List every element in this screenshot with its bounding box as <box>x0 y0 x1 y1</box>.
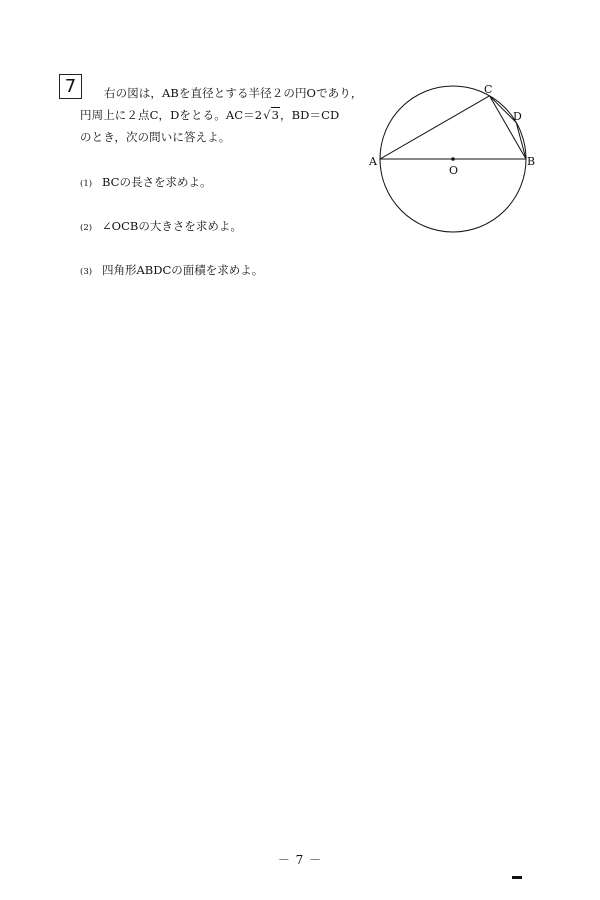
subquestion-2 <box>80 218 242 234</box>
subquestion-1-text: BCの長さを求めよ。 <box>102 175 212 189</box>
intro-line-2-a: 円周上に２点C，Dをとる。AC＝2 <box>80 108 263 122</box>
subquestion-1-number: (1) <box>80 179 93 189</box>
label-d: D <box>513 110 522 123</box>
label-o: O <box>449 164 459 177</box>
intro-line-2-b: ，BD＝CD <box>280 108 340 122</box>
subquestion-2-text: ∠OCBの大きさを求めよ。 <box>102 219 242 233</box>
sqrt-radicand: 3 <box>271 108 279 122</box>
intro-line-1: 右の図は，ABを直径とする半径２の円Oであり， <box>104 86 363 100</box>
geometry-figure <box>362 78 542 243</box>
label-a: A <box>369 155 377 168</box>
question-number: 7 <box>64 75 77 97</box>
question-intro <box>80 82 380 148</box>
question-number-box <box>59 74 82 99</box>
chord-ac <box>380 96 490 159</box>
intro-line-3: のとき，次の問いに答えよ。 <box>80 130 231 144</box>
label-b: B <box>527 155 536 168</box>
subquestion-3 <box>80 262 263 278</box>
chord-bc <box>490 96 527 159</box>
page-number: － 7 － <box>277 853 323 867</box>
subquestion-1 <box>80 174 211 190</box>
corner-mark <box>512 876 522 879</box>
subquestion-3-text: 四角形ABDCの面積を求めよ。 <box>102 263 264 277</box>
center-point-o <box>451 157 455 161</box>
subquestion-2-number: (2) <box>80 223 93 233</box>
intro-line-2 <box>80 104 380 126</box>
circle-diagram <box>362 78 542 243</box>
subquestion-3-number: (3) <box>80 267 93 277</box>
label-c: C <box>484 83 493 96</box>
chord-db <box>516 123 526 160</box>
sqrt-expression: √3 <box>263 108 279 122</box>
